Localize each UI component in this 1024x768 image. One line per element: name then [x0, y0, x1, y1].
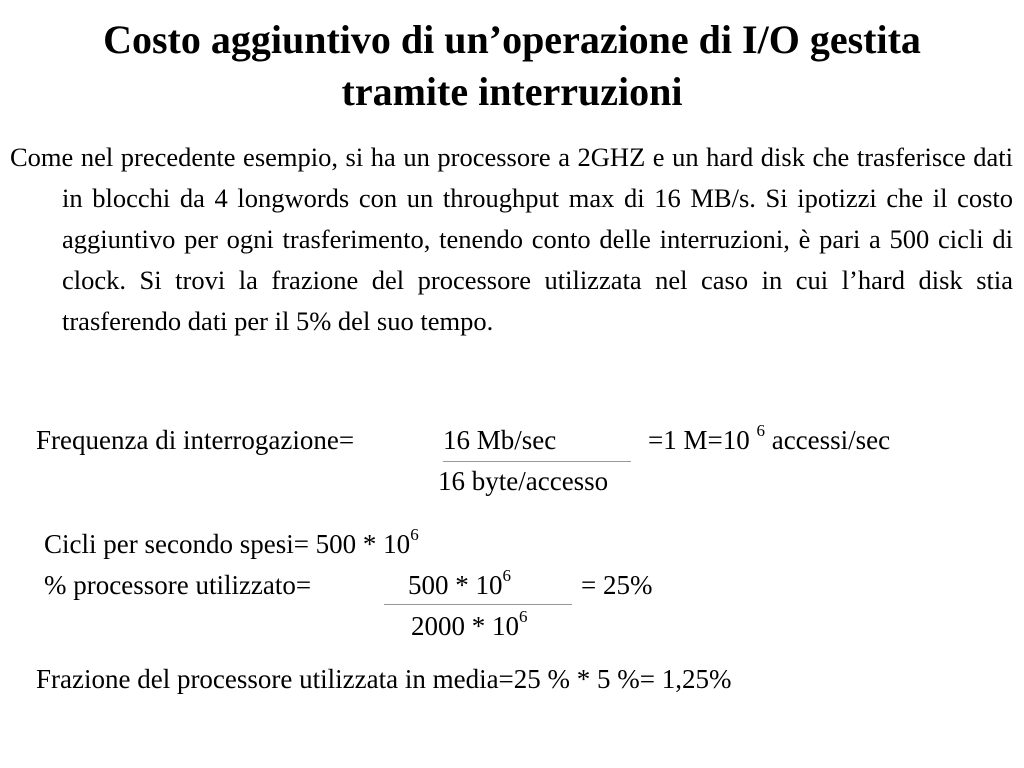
freq-label: Frequenza di interrogazione=	[36, 425, 355, 455]
cycles-text: Cicli per secondo spesi= 500 * 10	[44, 529, 411, 559]
percent-denominator	[411, 609, 528, 643]
title-line-1: Costo aggiuntivo di un’operazione di I/O gestita	[103, 17, 921, 62]
fraction-line: Frazione del processore utilizzata in media=25 % * 5 %= 1,25%	[36, 664, 732, 694]
freq-result	[648, 423, 890, 457]
percent-result: = 25%	[581, 570, 653, 600]
freq-denominator: 16 byte/accesso	[438, 466, 609, 496]
intro-paragraph: Come nel precedente esempio, si ha un processore a 2GHZ e un hard disk che trasferisce dati in blocchi da 4 longwords con un throughput max di 16 MB/s. Si ipotizzi che il costo aggiuntivo per ogni trasferimento, tenendo conto delle interruzioni, è pari a 500 cicli di clock. Si trovi la frazione del processore utilizzata nel caso in cui l’hard disk stia trasferendo dati per il 5% del suo tempo.	[10, 142, 1013, 336]
percent-denominator-exponent: 6	[519, 607, 528, 626]
percent-numerator	[408, 568, 511, 602]
percent-label: % processore utilizzato=	[44, 570, 312, 600]
percent-numerator-exponent: 6	[502, 566, 511, 585]
percent-denominator-text: 2000 * 10	[411, 611, 519, 641]
freq-result-suffix: accessi/sec	[764, 425, 891, 455]
title-line-2: tramite interruzioni	[341, 69, 683, 114]
freq-numerator: 16 Mb/sec	[443, 425, 557, 455]
cycles-exponent: 6	[410, 525, 419, 544]
freq-result-prefix: =1 M=10	[648, 425, 757, 455]
cycles-line	[44, 527, 419, 561]
freq-result-exponent: 6	[756, 421, 765, 440]
percent-numerator-text: 500 * 10	[408, 570, 503, 600]
freq-fraction-bar	[443, 461, 631, 462]
percent-fraction-bar	[384, 604, 572, 605]
slide-title	[0, 14, 1024, 118]
